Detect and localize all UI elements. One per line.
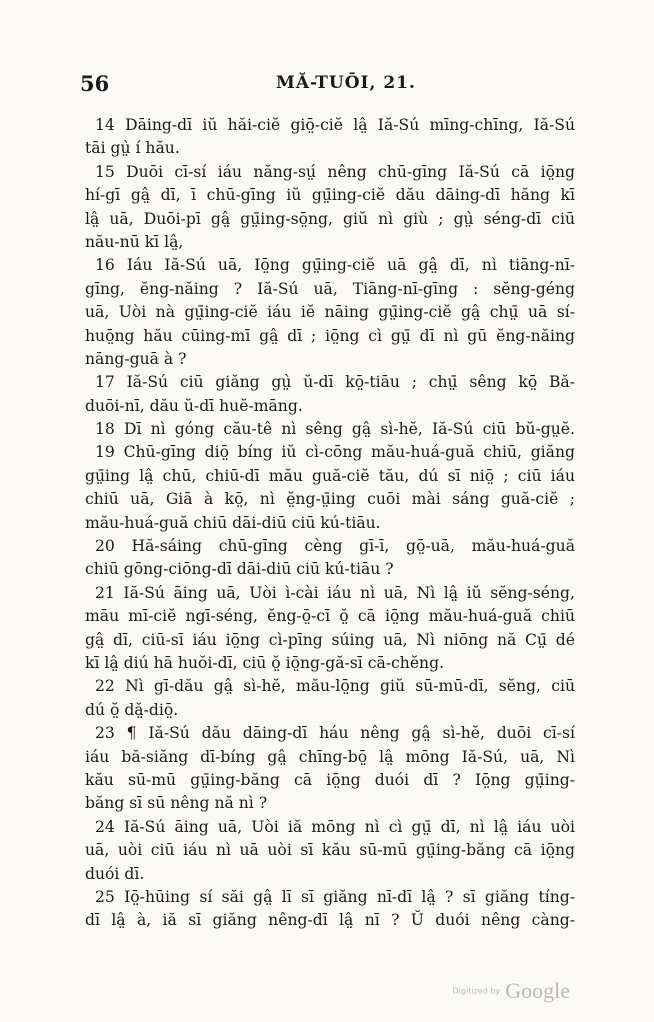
text-line: gṳ̄ing lâ̤ chū, chiū-dī mău guă-ciĕ tău, dú sī niō̤ ; ciū iáu [85,466,575,485]
text-line: 21 Iă-Sú āing uā, Uòi ì-cài iáu nì uā, Nì lâ̤ iŭ sĕng-séng, [95,583,575,602]
text-line: māu mī-ciĕ ngī-séng, ĕng-ō̤-cī ŏ̤ cā iō̤ng mău-huá-guă chiū [85,607,575,626]
text-line: dī lâ̤ à, iă sī giăng nêng-dī lâ̤ nī ? Ŭ duói nêng càng- [85,911,575,930]
text-line: nāng-guā à ? [85,349,187,368]
text-line: 17 Iă-Sú ciū giăng gṳ̀ ŭ-dī kō̤-tiāu ; chṳ̄ sêng kō̤ Bă- [95,373,575,392]
text-line: chiū uā, Giā à kō̤, nì ĕ̤ng-ṳ̄ing cuōi mài sáng guă-ciĕ ; [85,490,575,509]
text-line: lâ̤ uā, Duōi-pī gâ̤ gṳ̄ing-sō̤ng, giŭ nì giù ; gṳ̀ séng-dī ciū [85,209,575,228]
text-line: tāi gṳ̀ í hău. [85,139,180,158]
text-line: huō̤ng hău cūing-mī gâ̤ dī ; iō̤ng cì gṳ̄ dī nì gū ĕng-năing [85,326,575,345]
text-line: uā, Uòi nà gṳ̄ing-ciĕ iáu iĕ nāing gṳ̄ing-ciĕ gâ̤ chṳ̄ uā sí- [85,303,575,322]
text-line: 19 Chū-gīng diō̤ bíng iŭ cì-cōng mău-huá-guă chiū, giăng [95,443,575,462]
text-line: gīng, ĕng-năing ? Iă-Sú uā, Tiāng-nī-gīng : sĕng-géng [85,279,575,298]
text-line: 24 Iă-Sú āing uā, Uòi iă mōng nì cì gṳ̄ dī, nì lâ̤ iáu uòi [95,817,575,836]
text-line: iáu bă-siăng dī-bíng gâ̤ chīng-bō̤ lâ̤ mōng Iă-Sú, uā, Nì [85,747,575,766]
text-line: 20 Hă-sáing chū-gīng cèng gī-ī, gō̤-uā, mău-huá-guă [95,537,575,556]
text-line: 16 Iáu Iă-Sú uā, Iō̤ng gṳ̄ing-ciĕ uā gâ̤ dī, nì tiāng-nī- [95,256,575,275]
digitized-watermark [453,978,570,1004]
text-line: hí-gī gâ̤ dī, ī chū-gīng iŭ gṳ̄ing-ciĕ dău dāing-dī hăng kī [85,186,575,205]
text-line: chiū gōng-ciōng-dī dāi-diū ciū kú-tiāu ? [85,560,394,579]
text-line: dú ŏ̤ dă̤-diō̤. [85,700,179,719]
text-line: 23 ¶ Iă-Sú dău dāing-dī háu nêng gâ̤ sì-hĕ, duōi cī-sí [95,724,575,743]
text-line: 14 Dāing-dī iŭ hăi-ciĕ giō̤-ciĕ lâ̤ Iă-Sú mīng-chīng, Iă-Sú [95,116,575,134]
text-line: mău-huá-guă chiū dāi-diū ciū kú-tiāu. [85,513,381,532]
running-head: MĂ-TUŌI, 21. [276,73,416,93]
text-line: duói dī. [85,864,145,883]
watermark-prefix: Digitized by [452,986,501,996]
text-line: 18 Dī nì góng cău-tê nì sêng gâ̤ sì-hĕ, Iă-Sú ciū bŭ-gṳĕ. [95,420,575,439]
text-line: 15 Duōi cī-sí iáu năng-sṳ́ nêng chū-gīng Iă-Sú cā iō̤ng [95,162,575,181]
text-line: kău sū-mū gṳ̄ing-băng cā iō̤ng duói dī ? Iō̤ng gṳ̄ing- [85,770,575,789]
page-number: 56 [80,71,110,96]
verse-text-block [85,114,575,933]
text-line: gâ̤ dī, ciū-sī iáu iō̤ng cì-pīng súing uā, Nì niōng nă Cṳ̄ dé [85,630,575,649]
text-line: nău-nū kī lâ̤, [85,232,184,251]
text-line: uā, uòi ciū iáu nì uā uòi sī kău sū-mū gṳ̄ing-băng cā iō̤ng [85,841,575,860]
text-line: băng sī sū nêng nă nì ? [85,794,268,813]
text-line: 25 Iō̤-hūing sí săi gâ̤ lī sī giăng nī-dī lâ̤ ? sī giăng tíng- [95,887,575,906]
text-line: 22 Nì gī-dău gâ̤ sì-hĕ, mău-lō̤ng giŭ sū-mū-dī, sĕng, ciū [95,677,575,696]
text-line: kī lâ̤ diú hā huŏi-dī, ciū ŏ̤ iō̤ng-gă-sī cā-chĕng. [85,653,445,672]
text-line: duōi-nī, dău ŭ-dī huĕ-māng. [85,396,303,415]
google-logo: Google [505,978,570,1003]
